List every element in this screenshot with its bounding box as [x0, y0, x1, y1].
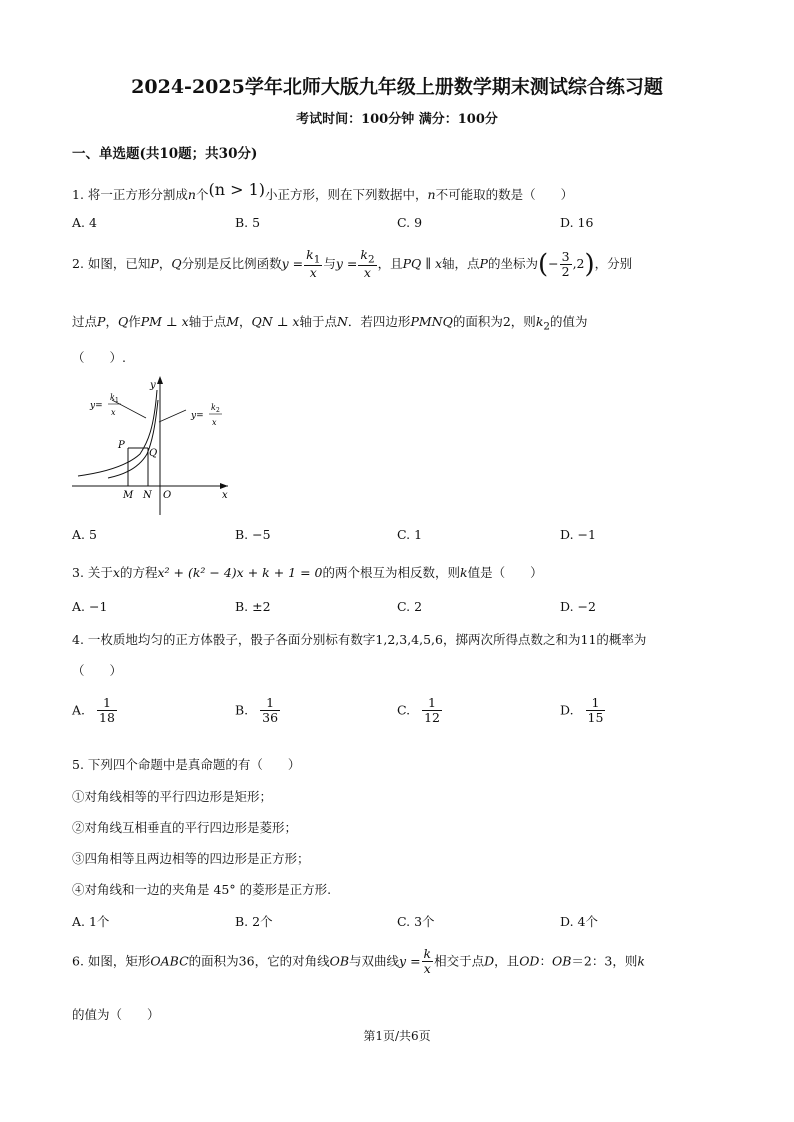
- q2-text: ，且: [377, 255, 403, 271]
- q2-math: k: [306, 247, 314, 262]
- q3-option-b[interactable]: B. ±2: [235, 599, 271, 614]
- q2-math: QN ⊥ x: [251, 314, 300, 329]
- q2-math: PMNQ: [410, 314, 453, 329]
- q2-math: PM ⊥ x: [140, 314, 189, 329]
- question-4: 4. 一枚质地均匀的正方体骰子，骰子各面分别标有数字1,2,3,4,5,6，掷两次所得点数之和为11的概率为: [72, 632, 647, 647]
- page-title: 2024-2025学年北师大版九年级上册数学期末测试综合练习题: [131, 76, 663, 98]
- q6-text: ，且: [494, 953, 520, 969]
- q2-math: 1: [313, 253, 321, 266]
- q5-option-d[interactable]: D. 4个: [560, 914, 598, 929]
- q5-option-a[interactable]: A. 1个: [72, 914, 110, 929]
- q2-text: 2. 如图，已知: [72, 255, 151, 271]
- q2-fraction-k1: [304, 248, 322, 281]
- page-number: 第1页/共6页: [363, 1029, 431, 1043]
- q1-var: n: [187, 187, 196, 202]
- paren-right: ): [584, 249, 595, 280]
- question-3: [72, 563, 543, 581]
- q1-option-d[interactable]: D. 16: [560, 215, 594, 230]
- q6-text: 的面积为36，它的对角线: [188, 953, 330, 969]
- numerator: 1: [422, 696, 442, 711]
- q6-text: ：: [539, 953, 552, 969]
- q5-statement-3: ③四角相等且两边相等的四边形是正方形；: [72, 851, 310, 866]
- q3-var: k: [459, 565, 468, 580]
- pointer-k2: [159, 410, 186, 422]
- q2-var: N: [336, 314, 348, 329]
- q6-math: OB: [329, 953, 350, 969]
- q2-var: Q: [171, 255, 182, 271]
- question-2-line-1: [72, 248, 632, 281]
- numerator: 1: [97, 696, 117, 711]
- q4-option-d[interactable]: [560, 696, 606, 726]
- denominator: 36: [262, 710, 279, 726]
- q2-text: ，: [158, 255, 172, 271]
- q6-text: 与双曲线: [349, 953, 400, 969]
- q2-text: ．若四边形: [347, 314, 411, 329]
- y-axis-label: y: [150, 380, 156, 391]
- q2-math: ,2: [572, 255, 585, 271]
- origin-label: O: [163, 490, 172, 501]
- q3-text: 3. 关于: [72, 565, 113, 580]
- q2-math: y =: [281, 255, 304, 271]
- q2-option-b[interactable]: B. −5: [235, 527, 271, 542]
- curve1-k: k: [110, 393, 115, 402]
- q2-var: P: [479, 255, 488, 271]
- numerator: 1: [260, 696, 280, 711]
- q3-text: 的方程: [119, 565, 158, 580]
- q2-text: 分别是反比例函数: [181, 255, 282, 271]
- q2-text: 的值为: [550, 314, 588, 329]
- q2-var: P: [97, 314, 106, 329]
- q2-text: 的坐标为: [487, 255, 538, 271]
- q1-text: 1. 将一正方形分割成: [72, 187, 188, 202]
- point-n-label: N: [143, 490, 152, 501]
- q6-math: x: [423, 961, 431, 977]
- q3-var: x: [112, 565, 120, 580]
- curve2-sub: 2: [216, 407, 220, 414]
- question-5: 5. 下列四个命题中是真命题的有（ ）: [72, 757, 301, 772]
- question-6-line-1: [72, 947, 645, 977]
- denominator: 18: [99, 710, 115, 726]
- option-label: C.: [397, 702, 411, 718]
- q3-equation: x² + (k² − 4)x + k + 1 = 0: [157, 565, 323, 580]
- q5-option-b[interactable]: B. 2个: [235, 914, 273, 929]
- q6-math: k: [637, 953, 645, 969]
- option-fraction: [97, 696, 117, 726]
- q6-math: OB: [551, 953, 572, 969]
- curve2-k: k: [211, 403, 216, 412]
- point-p-label: P: [118, 440, 125, 451]
- q6-math: OABC: [150, 953, 189, 969]
- q2-text: 轴，点: [442, 255, 480, 271]
- paren-left: (: [537, 249, 549, 280]
- q2-math: x: [309, 265, 317, 281]
- q2-text: 过点: [72, 314, 98, 329]
- denominator: 15: [587, 710, 604, 726]
- q3-text: 值是（ ）: [467, 565, 543, 580]
- q6-text: 6. 如图，矩形: [72, 953, 151, 969]
- q2-answer-blank: （ ）.: [72, 350, 126, 365]
- option-fraction: [422, 696, 442, 726]
- exam-info: 考试时间：100分钟 满分：100分: [296, 112, 498, 127]
- q2-text: 轴于点: [188, 314, 227, 329]
- question-1: [72, 180, 573, 203]
- q1-var: n: [427, 187, 436, 202]
- curve1-sub: 1: [115, 397, 119, 404]
- q3-option-c[interactable]: C. 2: [397, 599, 423, 614]
- q5-statement-1: ①对角线相等的平行四边形是矩形；: [72, 789, 273, 804]
- q2-text: 轴于点: [299, 314, 337, 329]
- q2-text: ，: [105, 314, 118, 329]
- q5-statement-2: ②对角线互相垂直的平行四边形是菱形；: [72, 820, 298, 835]
- option-label: D.: [560, 702, 574, 718]
- q2-math: x: [363, 265, 371, 281]
- q2-math: 3: [561, 248, 570, 264]
- curve2-y: y=: [191, 411, 204, 421]
- q2-fraction-k2: [358, 248, 376, 281]
- q1-option-c[interactable]: C. 9: [397, 215, 423, 230]
- q2-text: ，: [239, 314, 252, 329]
- q3-text: 的两个根互为相反数，则: [322, 565, 460, 580]
- x-axis-arrow: [220, 483, 228, 489]
- reciprocal-function-graph: [68, 370, 268, 520]
- q2-var: Q: [117, 314, 129, 329]
- question-2-line-2: [72, 312, 588, 333]
- q2-math: 2: [367, 253, 375, 266]
- q6-text: ＝2：3，则: [571, 953, 638, 969]
- q2-var: M: [226, 314, 240, 329]
- option-fraction: [260, 696, 280, 726]
- q1-option-b[interactable]: B. 5: [235, 215, 261, 230]
- q2-text: 的面积为2，则: [452, 314, 536, 329]
- q4-option-a[interactable]: [72, 696, 118, 726]
- q6-answer-blank: 的值为（ ）: [72, 1007, 160, 1022]
- point-m-label: M: [123, 490, 134, 501]
- q6-math: OD: [519, 953, 540, 969]
- x-axis-label: x: [222, 490, 228, 501]
- curve1-x: x: [111, 408, 116, 417]
- q2-math: 2: [561, 263, 570, 279]
- q2-math: 2: [543, 320, 551, 333]
- option-fraction: [586, 696, 606, 726]
- q2-option-d[interactable]: D. −1: [560, 527, 596, 542]
- q3-option-a[interactable]: A. −1: [72, 599, 108, 614]
- q2-text: 作: [128, 314, 141, 329]
- q4-option-b[interactable]: [235, 696, 281, 726]
- q2-option-c[interactable]: C. 1: [397, 527, 423, 542]
- option-label: A.: [72, 702, 86, 718]
- numerator: 1: [586, 696, 606, 711]
- curve1-y: y=: [90, 401, 103, 411]
- q1-text: 个: [195, 187, 209, 202]
- curve2-x: x: [212, 418, 217, 427]
- q2-fraction-coord: [560, 250, 572, 280]
- q2-text: ，分别: [594, 255, 633, 271]
- q6-fraction: [422, 947, 434, 977]
- q6-math: k: [423, 946, 432, 961]
- q1-option-a[interactable]: A. 4: [72, 215, 97, 230]
- q5-statement-4: ④对角线和一边的夹角是 45° 的菱形是正方形.: [72, 882, 332, 897]
- q6-math: y =: [399, 953, 421, 969]
- q2-math: k: [360, 247, 368, 262]
- q2-math: PQ ∥ x: [402, 255, 443, 271]
- q5-option-c[interactable]: C. 3个: [397, 914, 435, 929]
- q3-option-d[interactable]: D. −2: [560, 599, 596, 614]
- point-q-label: Q: [149, 448, 158, 459]
- q6-text: 相交于点: [434, 953, 485, 969]
- q2-math: y =: [335, 255, 358, 271]
- q4-answer-blank: （ ）: [72, 663, 123, 678]
- q1-text: 小正方形，则在下列数据中，: [265, 187, 428, 202]
- q2-option-a[interactable]: A. 5: [72, 527, 97, 542]
- q2-var: P: [150, 255, 159, 271]
- q2-text: 与: [323, 255, 336, 271]
- denominator: 12: [424, 710, 440, 726]
- q1-text: 不可能取的数是（ ）: [435, 187, 574, 202]
- q6-math: D: [484, 953, 495, 969]
- q1-condition: (n > 1): [208, 180, 266, 199]
- y-axis-arrow: [157, 376, 163, 384]
- section-heading: 一、单选题(共10题；共30分): [72, 146, 258, 162]
- option-label: B.: [235, 702, 249, 718]
- q2-math: k: [535, 314, 544, 329]
- q4-option-c[interactable]: [397, 696, 443, 726]
- q2-math: −: [548, 255, 559, 271]
